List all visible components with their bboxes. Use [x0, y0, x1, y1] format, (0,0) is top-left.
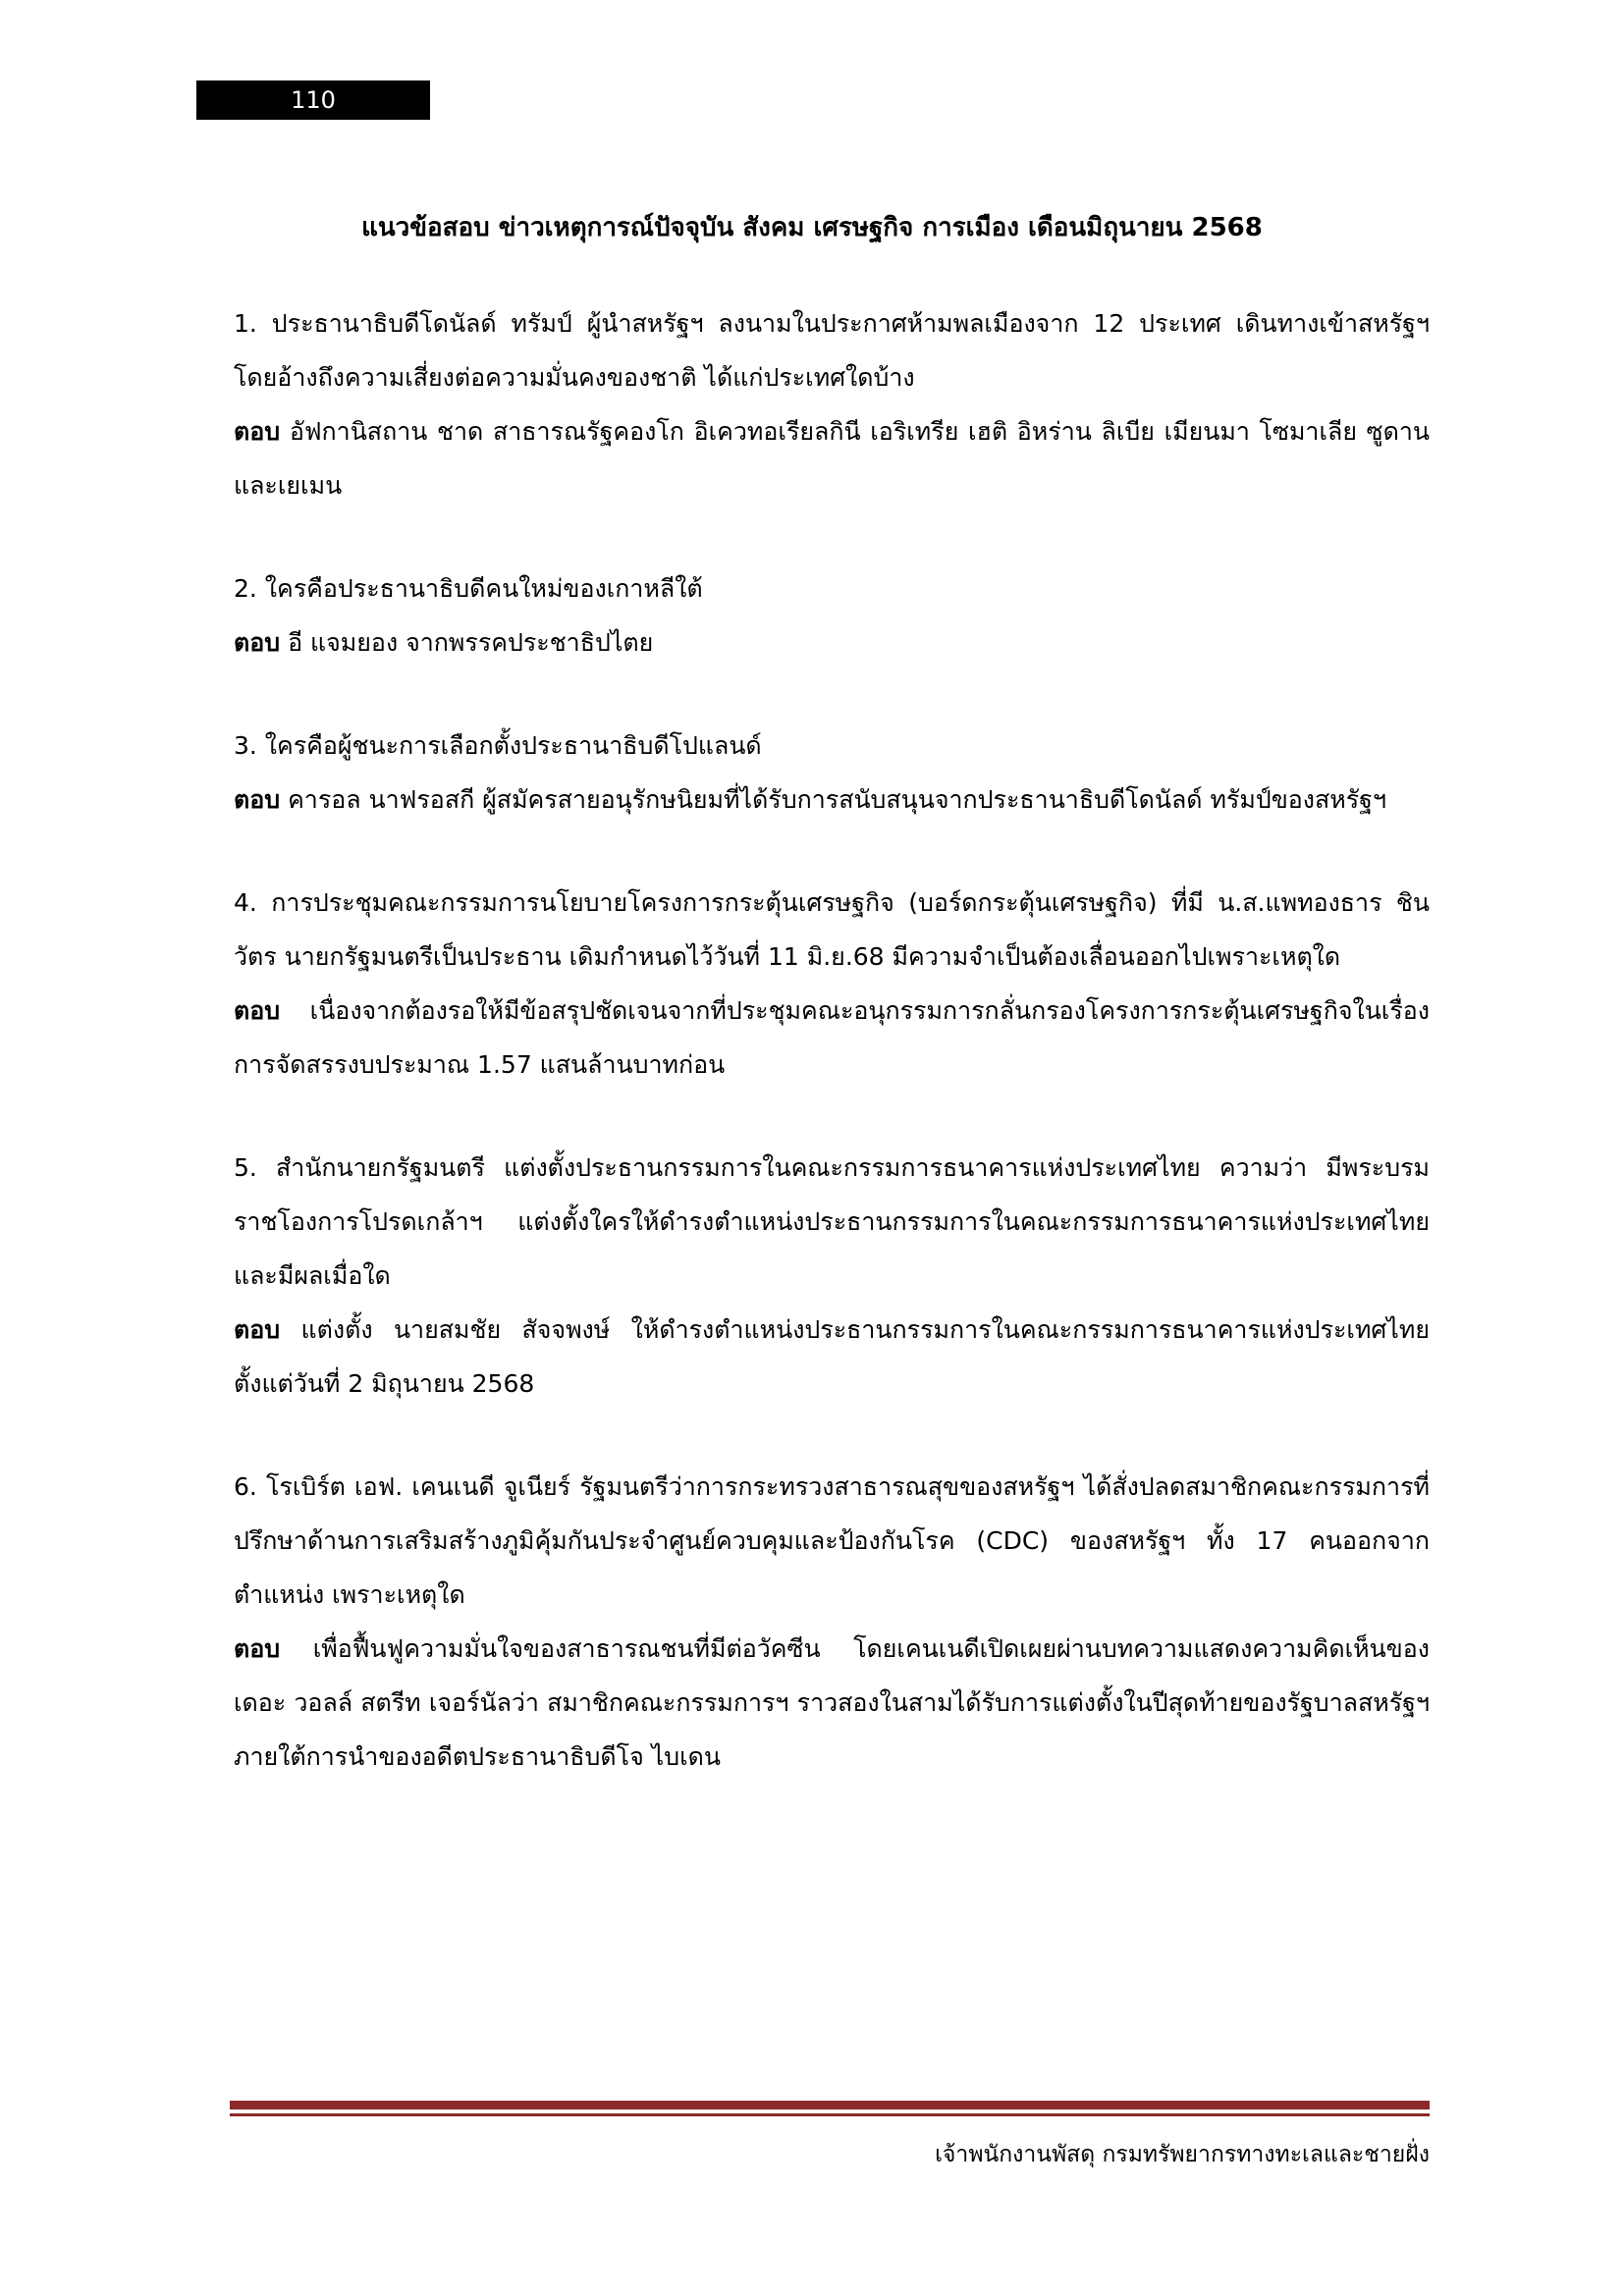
question-2: 2. ใครคือประธานาธิบดีคนใหม่ของเกาหลีใต้	[234, 574, 703, 603]
answer-label: ตอบ	[234, 996, 281, 1025]
qa-item-2	[234, 561, 1430, 669]
answer-label: ตอบ	[234, 785, 281, 814]
answer-text: อัฟกานิสถาน ชาด สาธารณรัฐคองโก อิเควทอเรียลกินี เอริเทรีย เฮติ อิหร่าน ลิเบีย เมียนมา โซมาเลีย ซูดาน และเยเมน	[234, 417, 1430, 500]
answer-text: คารอล นาฟรอสกี ผู้สมัครสายอนุรักษนิยมที่ได้รับการสนับสนุนจากประธานาธิบดีโดนัลด์ ทรัมป์ของสหรัฐฯ	[288, 785, 1387, 814]
qa-item-6	[234, 1460, 1430, 1784]
answer-label: ตอบ	[234, 628, 281, 657]
question-4: 4. การประชุมคณะกรรมการนโยบายโครงการกระตุ้นเศรษฐกิจ (บอร์ดกระตุ้นเศรษฐกิจ) ที่มี น.ส.แพทองธาร ชินวัตร นายกรัฐมนตรีเป็นประธาน เดิมกำหนดไว้วันที่ 11 มิ.ย.68 มีความจำเป็นต้องเลื่อนออกไปเพราะเหตุใด	[234, 888, 1430, 971]
answer-3	[234, 773, 1430, 827]
answer-text: อี แจมยอง จากพรรคประชาธิปไตย	[288, 628, 654, 657]
answer-text: เนื่องจากต้องรอให้มีข้อสรุปชัดเจนจากที่ประชุมคณะอนุกรรมการกลั่นกรองโครงการกระตุ้นเศรษฐกิจในเรื่องการจัดสรรงบประมาณ 1.57 แสนล้านบาทก่อน	[234, 996, 1430, 1079]
answer-5	[234, 1303, 1430, 1411]
document-title: แนวข้อสอบ ข่าวเหตุการณ์ปัจจุบัน สังคม เศรษฐกิจ การเมือง เดือนมิถุนายน 2568	[361, 213, 1263, 242]
answer-label: ตอบ	[234, 1315, 281, 1344]
page-number: 110	[291, 86, 336, 114]
footer-rule-thick	[230, 2101, 1430, 2109]
answer-4	[234, 984, 1430, 1092]
qa-item-5	[234, 1141, 1430, 1411]
question-1: 1. ประธานาธิบดีโดนัลด์ ทรัมป์ ผู้นำสหรัฐฯ ลงนามในประกาศห้ามพลเมืองจาก 12 ประเทศ เดินทางเข้าสหรัฐฯ โดยอ้างถึงความเสี่ยงต่อความมั่นคงของชาติ ได้แก่ประเทศใดบ้าง	[234, 309, 1430, 392]
question-5: 5. สำนักนายกรัฐมนตรี แต่งตั้งประธานกรรมการในคณะกรรมการธนาคารแห่งประเทศไทย ความว่า มีพระบรมราชโองการโปรดเกล้าฯ แต่งตั้งใครให้ดำรงตำแหน่งประธานกรรมการในคณะกรรมการธนาคารแห่งประเทศไทย และมีผลเมื่อใด	[234, 1153, 1430, 1290]
qa-item-4	[234, 876, 1430, 1092]
page-number-box	[196, 80, 430, 120]
answer-label: ตอบ	[234, 417, 281, 446]
qa-list	[234, 296, 1430, 1833]
qa-item-1	[234, 296, 1430, 512]
answer-2	[234, 615, 1430, 669]
footer-text: เจ้าพนักงานพัสดุ กรมทรัพยากรทางทะเลและชายฝั่ง	[935, 2142, 1430, 2167]
question-6: 6. โรเบิร์ต เอฟ. เคนเนดี จูเนียร์ รัฐมนตรีว่าการกระทรวงสาธารณสุขของสหรัฐฯ ได้สั่งปลดสมาชิกคณะกรรมการที่ปรึกษาด้านการเสริมสร้างภูมิคุ้มกันประจำศูนย์ควบคุมและป้องกันโรค (CDC) ของสหรัฐฯ ทั้ง 17 คนออกจากตำแหน่ง เพราะเหตุใด	[234, 1472, 1430, 1609]
answer-6	[234, 1622, 1430, 1784]
answer-1	[234, 404, 1430, 512]
footer-rule-thin	[230, 2113, 1430, 2116]
question-3: 3. ใครคือผู้ชนะการเลือกตั้งประธานาธิบดีโปแลนด์	[234, 731, 762, 760]
answer-label: ตอบ	[234, 1634, 281, 1663]
answer-text: แต่งตั้ง นายสมชัย สัจจพงษ์ ให้ดำรงตำแหน่งประธานกรรมการในคณะกรรมการธนาคารแห่งประเทศไทย ตั้งแต่วันที่ 2 มิถุนายน 2568	[234, 1315, 1430, 1398]
answer-text: เพื่อฟื้นฟูความมั่นใจของสาธารณชนที่มีต่อวัคซีน โดยเคนเนดีเปิดเผยผ่านบทความแสดงความคิดเห็นของเดอะ วอลล์ สตรีท เจอร์นัลว่า สมาชิกคณะกรรมการฯ ราวสองในสามได้รับการแต่งตั้งในปีสุดท้ายของรัฐบาลสหรัฐฯ ภายใต้การนำของอดีตประธานาธิบดีโจ ไบเดน	[234, 1634, 1430, 1771]
qa-item-3	[234, 719, 1430, 827]
